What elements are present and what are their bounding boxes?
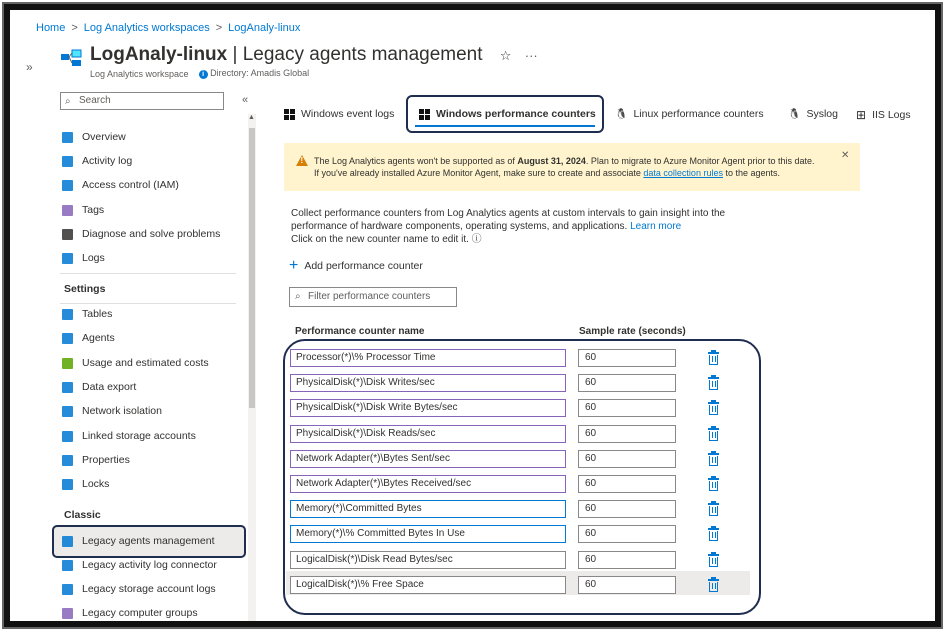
expand-menu-icon[interactable]: » <box>26 60 33 74</box>
column-header-name: Performance counter name <box>295 326 425 337</box>
logs-icon <box>62 253 73 264</box>
counter-name-input[interactable]: LogicalDisk(*)\% Free Space <box>290 576 566 594</box>
sidebar-item-label: Properties <box>82 454 130 466</box>
sidebar-item-data-export[interactable] <box>62 376 136 398</box>
sidebar-item-overview[interactable] <box>62 126 126 148</box>
classic-heading: Classic <box>64 509 101 521</box>
active-tab-underline <box>415 125 595 127</box>
title-separator: | <box>232 44 238 65</box>
tag-icon <box>62 205 73 216</box>
favorite-star-icon[interactable]: ☆ <box>499 48 512 63</box>
counter-name-input[interactable]: PhysicalDisk(*)\Disk Write Bytes/sec <box>290 399 566 417</box>
add-button-label: Add performance counter <box>304 260 423 272</box>
sidebar-item-legacy-activity-log-connector[interactable] <box>62 554 217 576</box>
sidebar-item-label: Logs <box>82 252 105 264</box>
tab-iis-logs[interactable] <box>856 108 911 122</box>
sidebar-item-tables[interactable] <box>62 303 112 325</box>
table-icon <box>62 309 73 320</box>
close-banner-icon[interactable]: ✕ <box>841 150 850 161</box>
sidebar-item-label: Access control (IAM) <box>82 179 179 191</box>
windows-icon <box>284 109 295 120</box>
sidebar-scrollbar[interactable] <box>248 114 256 627</box>
search-placeholder: Search <box>79 95 111 106</box>
counters-highlight <box>283 339 761 615</box>
storage-icon <box>62 431 73 442</box>
banner-date: August 31, 2024 <box>517 156 586 166</box>
sidebar-item-legacy-computer-groups[interactable] <box>62 602 198 624</box>
info-circle-icon: ⓘ <box>471 234 482 245</box>
resource-type: Log Analytics workspace <box>90 68 189 79</box>
sidebar-item-label: Overview <box>82 131 126 143</box>
sidebar-item-label: Usage and estimated costs <box>82 357 209 369</box>
banner-line-2 <box>314 168 780 178</box>
storage-logs-icon <box>62 584 73 595</box>
banner-text: If you've already installed Azure Monitor Agent, make sure to create and associate <box>314 168 644 178</box>
sidebar-item-legacy-storage-account-logs[interactable] <box>62 578 216 600</box>
sidebar-item-linked-storage-accounts[interactable] <box>62 425 196 447</box>
properties-icon <box>62 455 73 466</box>
sidebar-item-label: Diagnose and solve problems <box>82 228 221 240</box>
banner-text: to the agents. <box>722 168 780 178</box>
iis-icon: ⊞ <box>856 108 867 122</box>
counter-name-input[interactable]: PhysicalDisk(*)\Disk Reads/sec <box>290 425 566 443</box>
lock-icon <box>62 479 73 490</box>
sidebar-item-access-control-iam-[interactable] <box>62 174 179 196</box>
iam-icon <box>62 180 73 191</box>
usage-icon <box>62 358 73 369</box>
column-header-rate: Sample rate (seconds) <box>579 326 686 337</box>
sidebar-item-activity-log[interactable] <box>62 150 132 172</box>
more-options-icon[interactable]: ··· <box>524 48 538 63</box>
sidebar-item-label: Legacy agents management <box>82 535 215 547</box>
collapse-sidebar-icon[interactable]: « <box>242 94 249 106</box>
resource-name: LogAnaly-linux <box>90 44 228 65</box>
tab-syslog[interactable] <box>788 108 838 120</box>
sidebar-item-label: Network isolation <box>82 405 162 417</box>
data-collection-rules-link[interactable]: data collection rules <box>643 168 723 178</box>
sidebar-divider <box>60 273 236 274</box>
description-text: performance of hardware components, operating systems, and applications. <box>291 221 628 232</box>
counter-name-input[interactable]: Memory(*)\Committed Bytes <box>290 500 566 518</box>
sidebar-item-usage-and-estimated-costs[interactable] <box>62 352 209 374</box>
breadcrumb-workspace[interactable]: LogAnaly-linux <box>228 22 301 34</box>
sidebar-item-label: Tags <box>82 204 105 216</box>
description-line-1: Collect performance counters from Log Analytics agents at custom intervals to gain insight into the <box>291 208 726 219</box>
tab-label: Linux performance counters <box>633 108 764 120</box>
tab-label: Windows event logs <box>301 108 395 120</box>
breadcrumb <box>36 22 300 34</box>
sidebar <box>50 90 255 627</box>
description-line-3 <box>291 233 761 246</box>
tab-windows-event-logs[interactable] <box>284 108 394 120</box>
sample-rate-input[interactable]: 60 <box>578 525 676 543</box>
sample-rate-input[interactable]: 60 <box>578 399 676 417</box>
tab-windows-performance-counters[interactable] <box>419 108 596 120</box>
scrollbar-thumb[interactable] <box>249 128 255 408</box>
tab-label: Syslog <box>806 108 838 120</box>
page-header <box>60 44 538 79</box>
sidebar-item-label: Agents <box>82 332 115 344</box>
counter-name-input[interactable]: Memory(*)\% Committed Bytes In Use <box>290 525 566 543</box>
learn-more-link[interactable]: Learn more <box>630 221 682 232</box>
breadcrumb-separator: > <box>71 22 78 34</box>
description-line-2 <box>291 220 761 233</box>
tab-label: IIS Logs <box>872 109 911 121</box>
filter-placeholder: Filter performance counters <box>308 291 431 302</box>
counter-name-input[interactable]: Processor(*)\% Processor Time <box>290 349 566 367</box>
sidebar-item-label: Locks <box>82 478 110 490</box>
sidebar-item-properties[interactable] <box>62 449 130 471</box>
sidebar-item-logs[interactable] <box>62 247 105 269</box>
sidebar-item-agents[interactable] <box>62 327 115 349</box>
sidebar-item-label: Tables <box>82 308 113 320</box>
directory-info <box>199 68 310 79</box>
counter-name-input[interactable]: Network Adapter(*)\Bytes Received/sec <box>290 475 566 493</box>
breadcrumb-home[interactable]: Home <box>36 22 66 34</box>
sidebar-item-locks[interactable] <box>62 473 109 495</box>
page-subtitle <box>90 68 538 79</box>
add-performance-counter-button[interactable] <box>289 257 423 274</box>
tab-label: Windows performance counters <box>436 108 596 120</box>
computer-groups-icon <box>62 608 73 619</box>
sample-rate-input[interactable]: 60 <box>578 349 676 367</box>
sample-rate-input[interactable]: 60 <box>578 500 676 518</box>
settings-heading: Settings <box>64 283 106 295</box>
deprecation-warning-banner <box>284 143 860 191</box>
banner-text: The Log Analytics agents won't be supported as of <box>314 156 518 166</box>
screenshot-frame <box>4 4 941 627</box>
overview-icon <box>62 132 73 143</box>
linux-icon: 🐧 <box>615 108 628 120</box>
tab-linux-performance-counters[interactable] <box>615 108 764 120</box>
windows-icon <box>419 109 430 120</box>
sample-rate-input[interactable]: 60 <box>578 374 676 392</box>
sidebar-item-tags[interactable] <box>62 199 104 221</box>
directory-label: Directory: Amadis Global <box>210 68 310 78</box>
counter-name-input[interactable]: Network Adapter(*)\Bytes Sent/sec <box>290 450 566 468</box>
log-analytics-workspace-icon <box>60 48 82 68</box>
sidebar-item-label: Legacy activity log connector <box>82 559 217 571</box>
warning-icon <box>296 155 308 166</box>
sample-rate-input[interactable]: 60 <box>578 425 676 443</box>
plus-icon: + <box>289 257 299 274</box>
sidebar-item-label: Linked storage accounts <box>82 430 196 442</box>
sample-rate-input[interactable]: 60 <box>578 576 676 594</box>
sidebar-item-legacy-agents-management[interactable] <box>62 530 215 552</box>
description-text: Click on the new counter name to edit it. <box>291 234 469 245</box>
sidebar-item-network-isolation[interactable] <box>62 400 162 422</box>
wrench-icon <box>62 229 73 240</box>
linux-icon: 🐧 <box>788 108 801 120</box>
data-export-icon <box>62 382 73 393</box>
legacy-agents-icon <box>62 536 73 547</box>
search-icon: ⌕ <box>65 96 71 107</box>
sample-rate-input[interactable]: 60 <box>578 475 676 493</box>
info-icon: i <box>199 70 208 79</box>
page-title <box>90 44 538 66</box>
sidebar-item-diagnose-and-solve-problems[interactable] <box>62 223 220 245</box>
page-name: Legacy agents management <box>242 44 483 65</box>
banner-text: . Plan to migrate to Azure Monitor Agent prior to this date. <box>585 156 815 166</box>
sidebar-item-label: Activity log <box>82 155 133 167</box>
activity-log-icon <box>62 156 73 167</box>
filter-counters-input[interactable] <box>289 287 457 307</box>
sidebar-item-label: Legacy storage account logs <box>82 583 216 595</box>
breadcrumb-separator: > <box>215 22 223 34</box>
sample-rate-input[interactable]: 60 <box>578 450 676 468</box>
activity-connector-icon <box>62 560 73 571</box>
scroll-up-icon[interactable]: ▲ <box>248 114 255 121</box>
sidebar-item-label: Legacy computer groups <box>82 607 198 619</box>
sidebar-search-input[interactable] <box>60 92 224 110</box>
breadcrumb-workspaces[interactable]: Log Analytics workspaces <box>83 22 210 34</box>
search-icon: ⌕ <box>295 291 301 302</box>
counter-name-input[interactable]: LogicalDisk(*)\Disk Read Bytes/sec <box>290 551 566 569</box>
counter-name-input[interactable]: PhysicalDisk(*)\Disk Writes/sec <box>290 374 566 392</box>
banner-line-1 <box>314 156 815 166</box>
network-icon <box>62 406 73 417</box>
agents-icon <box>62 333 73 344</box>
description <box>291 207 761 246</box>
sample-rate-input[interactable]: 60 <box>578 551 676 569</box>
sidebar-item-label: Data export <box>82 381 137 393</box>
